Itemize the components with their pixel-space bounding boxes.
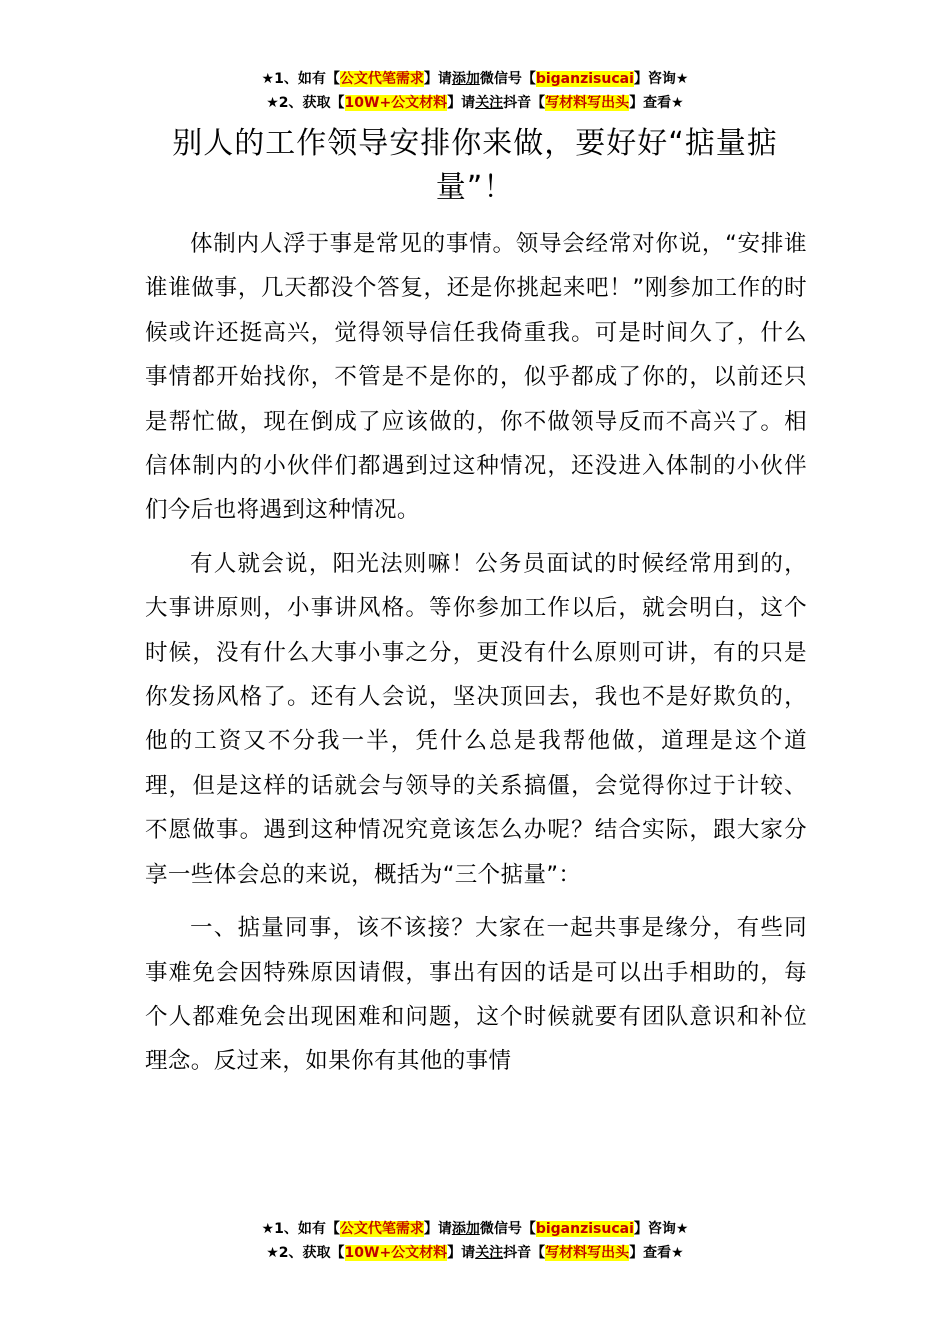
banner-line-1-prefix: ★1、如有【: [261, 71, 340, 87]
banner-line-1-suffix: 】咨询★: [633, 71, 689, 87]
footer-banner-line-2: [0, 1241, 950, 1265]
footer-underline-add: 添加: [451, 1221, 480, 1237]
footer-line-1-suffix: 】咨询★: [633, 1221, 689, 1237]
banner-line-1-mid: 】请: [423, 71, 452, 87]
banner-highlight-materials: 10W+公文材料: [344, 95, 448, 111]
banner-line-2: [0, 91, 950, 115]
document-body: [145, 222, 807, 1093]
footer-line-1-prefix: ★1、如有【: [261, 1221, 340, 1237]
footer-banner-line-1: [0, 1217, 950, 1241]
banner-line-1: [0, 67, 950, 91]
document-title: 别人的工作领导安排你来做，要好好“掂量掂量”！: [172, 126, 778, 205]
footer-line-2-prefix: ★2、获取【: [266, 1245, 345, 1261]
banner-underline-add: 添加: [451, 71, 480, 87]
footer-underline-follow: 关注: [475, 1245, 504, 1261]
paragraph-1: 体制内人浮于事是常见的事情。领导会经常对你说，“安排谁谁谁做事，几天都没个答复，还是你挑起来吧！”刚参加工作的时候或许还挺高兴，觉得领导信任我倚重我。可是时间久了，什么事情都开始找你，不管是不是你的，似乎都成了你的，以前还只是帮忙做，现在倒成了应该做的，你不做领导反而不高兴了。相信体制内的小伙伴们都遇到过这种情况，还没进入体制的小伙伴们今后也将遇到这种情况。: [145, 231, 807, 524]
footer-line-2-suffix: 】查看★: [629, 1245, 684, 1261]
banner-highlight-wechat-id: biganzisucai: [535, 71, 634, 87]
footer-banner: [0, 1217, 950, 1265]
banner-highlight-service: 公文代笔需求: [339, 71, 424, 87]
footer-highlight-wechat-id: biganzisucai: [535, 1221, 634, 1237]
header-banner: [0, 67, 950, 115]
banner-line-1-mid2: 微信号【: [479, 71, 536, 87]
banner-line-2-prefix: ★2、获取【: [266, 95, 345, 111]
footer-line-2-mid2: 抖音【: [503, 1245, 546, 1261]
banner-line-2-suffix: 】查看★: [629, 95, 684, 111]
footer-line-2-mid: 】请: [447, 1245, 476, 1261]
banner-underline-follow: 关注: [475, 95, 504, 111]
banner-line-2-mid: 】请: [447, 95, 476, 111]
banner-highlight-douyin-account: 写材料写出头: [545, 95, 630, 111]
paragraph-3: 一、掂量同事，该不该接？大家在一起共事是缘分，有些同事难免会因特殊原因请假，事出有因的话是可以出手相助的，每个人都难免会出现困难和问题，这个时候就要有团队意识和补位理念。反过来，如果你有其他的事情: [145, 915, 807, 1075]
footer-line-1-mid: 】请: [423, 1221, 452, 1237]
banner-line-2-mid2: 抖音【: [503, 95, 546, 111]
footer-line-1-mid2: 微信号【: [479, 1221, 536, 1237]
footer-highlight-service: 公文代笔需求: [339, 1221, 424, 1237]
footer-highlight-douyin-account: 写材料写出头: [545, 1245, 630, 1261]
paragraph-2: 有人就会说，阳光法则嘛！公务员面试的时候经常用到的，大事讲原则，小事讲风格。等你参加工作以后，就会明白，这个时候，没有什么大事小事之分，更没有什么原则可讲，有的只是你发扬风格了。还有人会说，坚决顶回去，我也不是好欺负的，他的工资又不分我一半，凭什么总是我帮他做，道理是这个道理，但是这样的话就会与领导的关系搞僵，会觉得你过于计较、不愿做事。遇到这种情况究竟该怎么办呢？结合实际，跟大家分享一些体会总的来说，概括为“三个掂量”：: [145, 550, 807, 888]
footer-highlight-materials: 10W+公文材料: [344, 1245, 448, 1261]
